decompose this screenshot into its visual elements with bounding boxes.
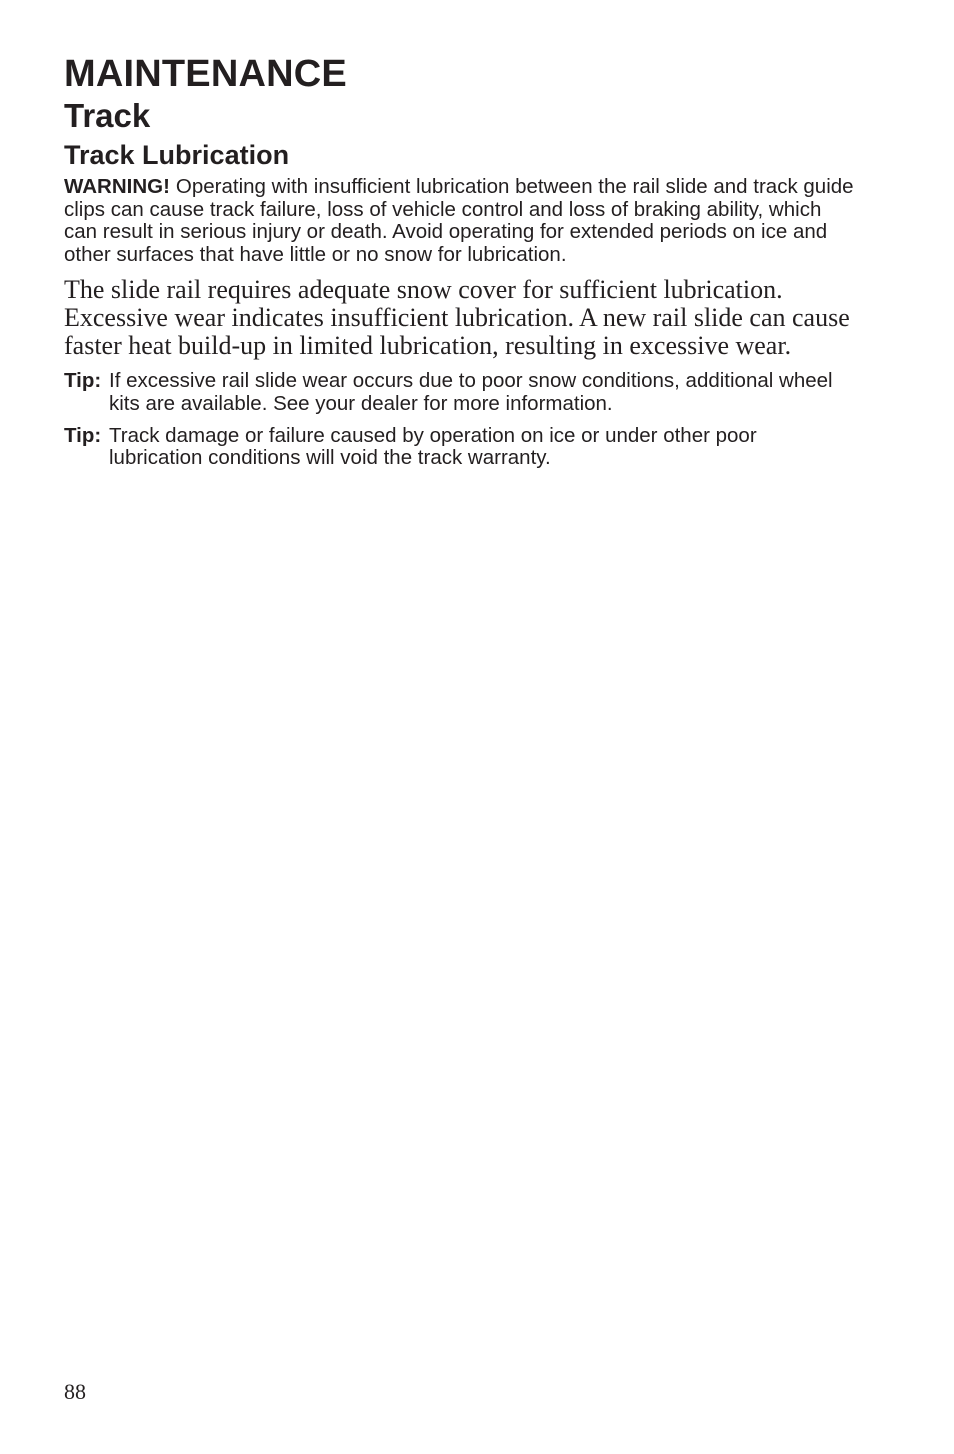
chapter-title: MAINTENANCE	[64, 53, 347, 95]
page-number: 88	[64, 1379, 86, 1404]
warning-text: Operating with insufficient lubrication between the rail slide and track guide clips can cause track failure, loss of vehicle control and loss of braking ability, which can result in serious injury or death. Avoid operating for extended periods on ice and other surfaces that have little or no snow for lubrication.	[64, 175, 854, 266]
tip-label: Tip:	[64, 369, 102, 393]
subsection-title: Track Lubrication	[64, 140, 290, 170]
tip-label: Tip:	[64, 423, 102, 447]
page-content	[64, 52, 854, 479]
section-title: Track	[64, 97, 151, 134]
tip-text: Track damage or failure caused by operation on ice or under other poor lubrication conditions will void the track warranty.	[109, 423, 757, 470]
tip-text: If excessive rail slide wear occurs due to poor snow conditions, additional wheel kits are available. See your dealer for more information.	[109, 369, 833, 415]
warning-label: WARNING!	[64, 175, 170, 198]
tip-item	[64, 425, 854, 470]
warning-block	[64, 176, 854, 266]
body-paragraph: The slide rail requires adequate snow cover for sufficient lubrication. Excessive wear indicates insufficient lubrication. A new rail slide can cause faster heat build-up in limited lubrication, resulting in excessive wear.	[64, 275, 850, 361]
tip-item	[64, 370, 854, 415]
